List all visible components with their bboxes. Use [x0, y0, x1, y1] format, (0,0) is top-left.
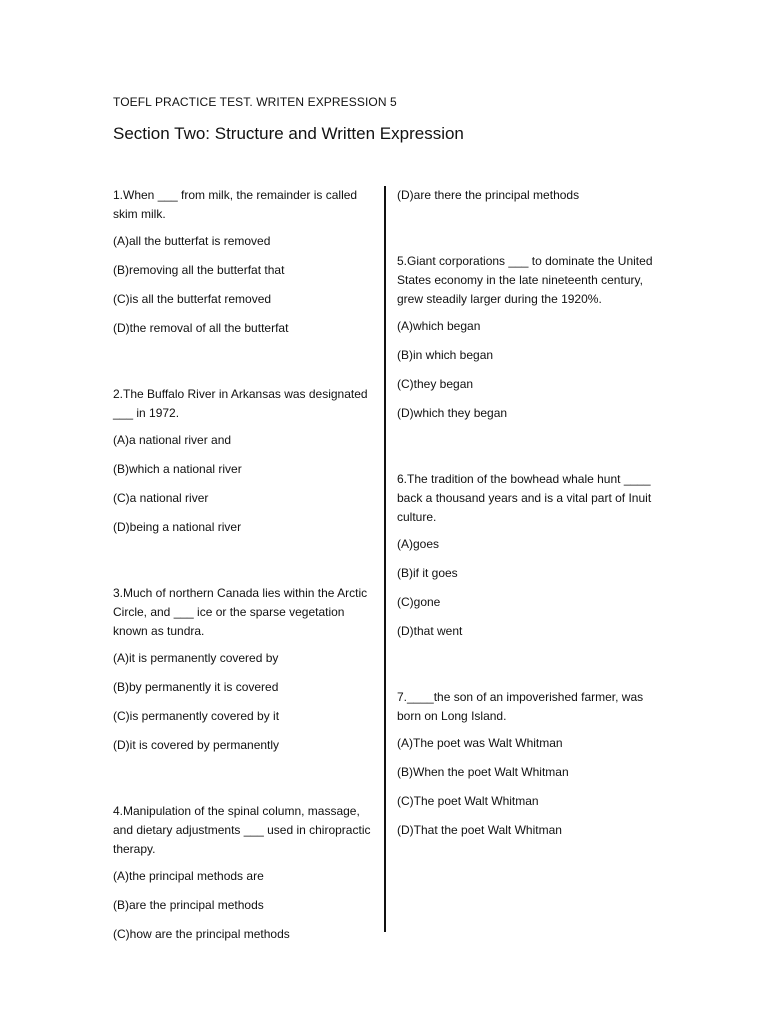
question-stem: 6.The tradition of the bowhead whale hunt ____ back a thousand years and is a vital part of Inuit culture. — [397, 472, 652, 524]
answer-option-c: (C)is permanently covered by it — [113, 709, 280, 723]
answer-option-d: (D)the removal of all the butterfat — [113, 321, 289, 335]
question-2 — [113, 385, 371, 537]
answer-option-b: (B)removing all the butterfat that — [113, 263, 285, 277]
question-4 — [113, 802, 371, 944]
question-stem: 3.Much of northern Canada lies within the Arctic Circle, and ___ ice or the sparse vegetation known as tundra. — [113, 586, 368, 638]
answer-option-d: (D)which they began — [397, 406, 508, 420]
answer-option-d: (D)That the poet Walt Whitman — [397, 823, 562, 837]
answer-option-a: (A)which began — [397, 319, 481, 333]
answer-option-c: (C)how are the principal methods — [113, 927, 290, 941]
column-divider — [384, 186, 386, 932]
question-7 — [397, 688, 667, 840]
answer-option-c: (C)is all the butterfat removed — [113, 292, 272, 306]
question-3 — [113, 584, 371, 755]
answer-option-b: (B)if it goes — [397, 566, 458, 580]
answer-option-c: (C)they began — [397, 377, 474, 391]
answer-option-d: (D)it is covered by permanently — [113, 738, 280, 752]
answer-option-c: (C)The poet Walt Whitman — [397, 794, 539, 808]
answer-option-a: (A)The poet was Walt Whitman — [397, 736, 563, 750]
answer-option-d: (D)being a national river — [113, 520, 242, 534]
answer-option-a: (A)all the butterfat is removed — [113, 234, 271, 248]
question-1 — [113, 186, 371, 338]
section-title: Section Two: Structure and Written Expression — [113, 124, 464, 143]
question-stem: 7.____the son of an impoverished farmer, was born on Long Island. — [397, 690, 644, 723]
answer-option-b: (B)by permanently it is covered — [113, 680, 279, 694]
answer-option-d: (D)that went — [397, 624, 463, 638]
left-column — [113, 186, 371, 991]
answer-option-a: (A)a national river and — [113, 433, 232, 447]
question-4-continued — [397, 186, 667, 205]
answer-option-a: (A)it is permanently covered by — [113, 651, 279, 665]
question-stem: 1.When ___ from milk, the remainder is called skim milk. — [113, 188, 358, 221]
answer-option-b: (B)are the principal methods — [113, 898, 264, 912]
answer-option-b: (B)in which began — [397, 348, 494, 362]
question-stem: 4.Manipulation of the spinal column, massage, and dietary adjustments ___ used in chiropractic therapy. — [113, 804, 371, 856]
answer-option-d: (D)are there the principal methods — [397, 188, 580, 202]
answer-option-c: (C)a national river — [113, 491, 209, 505]
document-header: TOEFL PRACTICE TEST. WRITEN EXPRESSION 5 — [113, 95, 397, 109]
answer-option-a: (A)the principal methods are — [113, 869, 264, 883]
question-6 — [397, 470, 667, 641]
answer-option-b: (B)which a national river — [113, 462, 242, 476]
question-stem: 5.Giant corporations ___ to dominate the United States economy in the late nineteenth century, grew steadily larger during the 1920%. — [397, 254, 653, 306]
question-5 — [397, 252, 667, 423]
question-stem: 2.The Buffalo River in Arkansas was designated ___ in 1972. — [113, 387, 368, 420]
right-column — [397, 186, 667, 887]
answer-option-b: (B)When the poet Walt Whitman — [397, 765, 569, 779]
answer-option-c: (C)gone — [397, 595, 441, 609]
answer-option-a: (A)goes — [397, 537, 440, 551]
